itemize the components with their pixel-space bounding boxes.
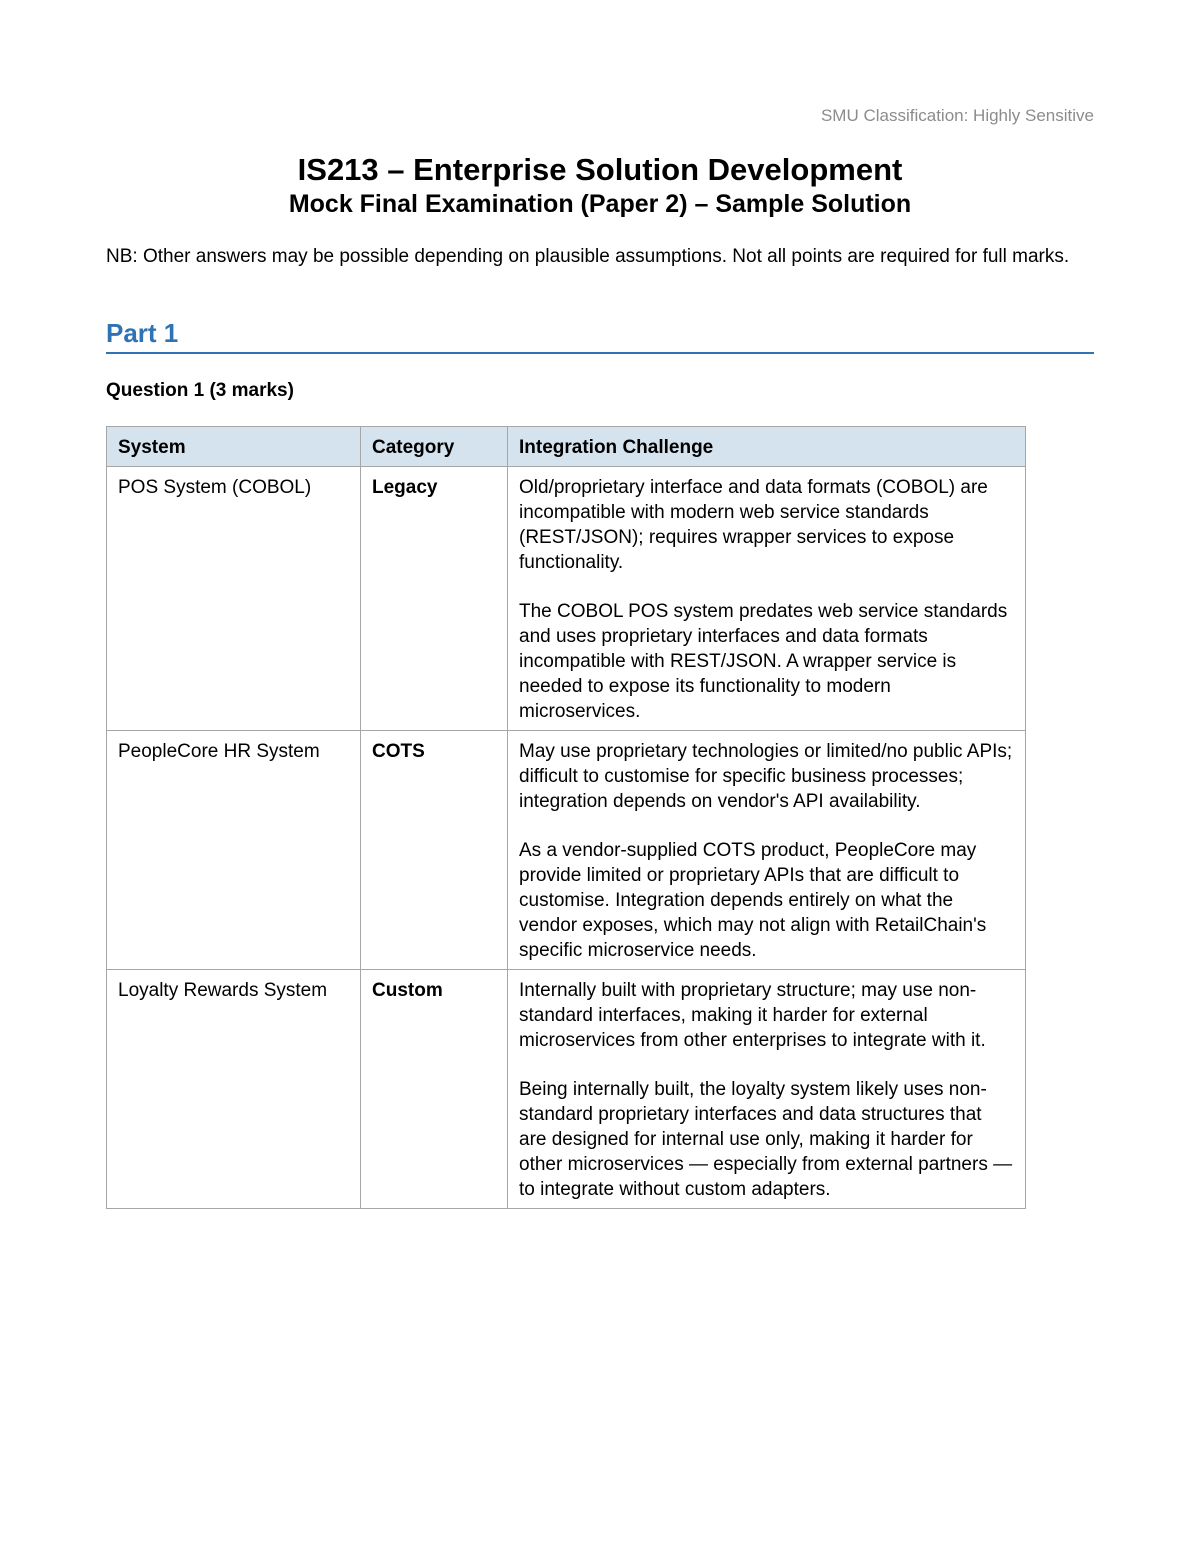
column-header-system: System bbox=[107, 427, 361, 467]
challenge-cell bbox=[508, 467, 1026, 731]
column-header-category: Category bbox=[361, 427, 508, 467]
table-header-row bbox=[107, 427, 1026, 467]
part-heading: Part 1 bbox=[106, 318, 1094, 354]
challenge-paragraph: The COBOL POS system predates web service standards and uses proprietary interfaces and data formats incompatible with REST/JSON. A wrapper service is needed to expose its functionality to modern microservices. bbox=[519, 601, 1008, 722]
table-row bbox=[107, 467, 1026, 731]
system-cell: POS System (COBOL) bbox=[107, 467, 361, 731]
system-cell: PeopleCore HR System bbox=[107, 731, 361, 970]
challenge-paragraph: May use proprietary technologies or limited/no public APIs; difficult to customise for specific business processes; integration depends on vendor's API availability. bbox=[519, 741, 1013, 812]
category-cell: COTS bbox=[361, 731, 508, 970]
classification-label: SMU Classification: Highly Sensitive bbox=[820, 106, 1094, 125]
table-row bbox=[107, 970, 1026, 1209]
page-subtitle: Mock Final Examination (Paper 2) – Sample Solution bbox=[288, 190, 912, 218]
note-paragraph: NB: Other answers may be possible depending on plausible assumptions. Not all points are required for full marks. bbox=[106, 246, 1070, 267]
challenge-cell bbox=[508, 731, 1026, 970]
integration-table bbox=[106, 426, 1026, 1209]
challenge-paragraph: Being internally built, the loyalty system likely uses non-standard proprietary interfaces and data structures that are designed for internal use only, making it harder for other microservices — especially from external partners — to integrate without custom adapters. bbox=[519, 1079, 1013, 1200]
question-heading: Question 1 (3 marks) bbox=[106, 380, 294, 401]
column-header-challenge: Integration Challenge bbox=[508, 427, 1026, 467]
table-row bbox=[107, 731, 1026, 970]
system-cell: Loyalty Rewards System bbox=[107, 970, 361, 1209]
title-block bbox=[106, 152, 1094, 220]
challenge-cell bbox=[508, 970, 1026, 1209]
category-cell: Legacy bbox=[361, 467, 508, 731]
page-title: IS213 – Enterprise Solution Development bbox=[297, 152, 903, 187]
challenge-paragraph: Internally built with proprietary structure; may use non-standard interfaces, making it harder for external microservices from other enterprises to integrate with it. bbox=[519, 980, 986, 1051]
challenge-paragraph: As a vendor-supplied COTS product, PeopleCore may provide limited or proprietary APIs that are difficult to customise. Integration depends entirely on what the vendor exposes, which may not align with RetailChain's specific microservice needs. bbox=[519, 840, 987, 961]
challenge-paragraph: Old/proprietary interface and data formats (COBOL) are incompatible with modern web service standards (REST/JSON); requires wrapper services to expose functionality. bbox=[519, 477, 988, 573]
category-cell: Custom bbox=[361, 970, 508, 1209]
